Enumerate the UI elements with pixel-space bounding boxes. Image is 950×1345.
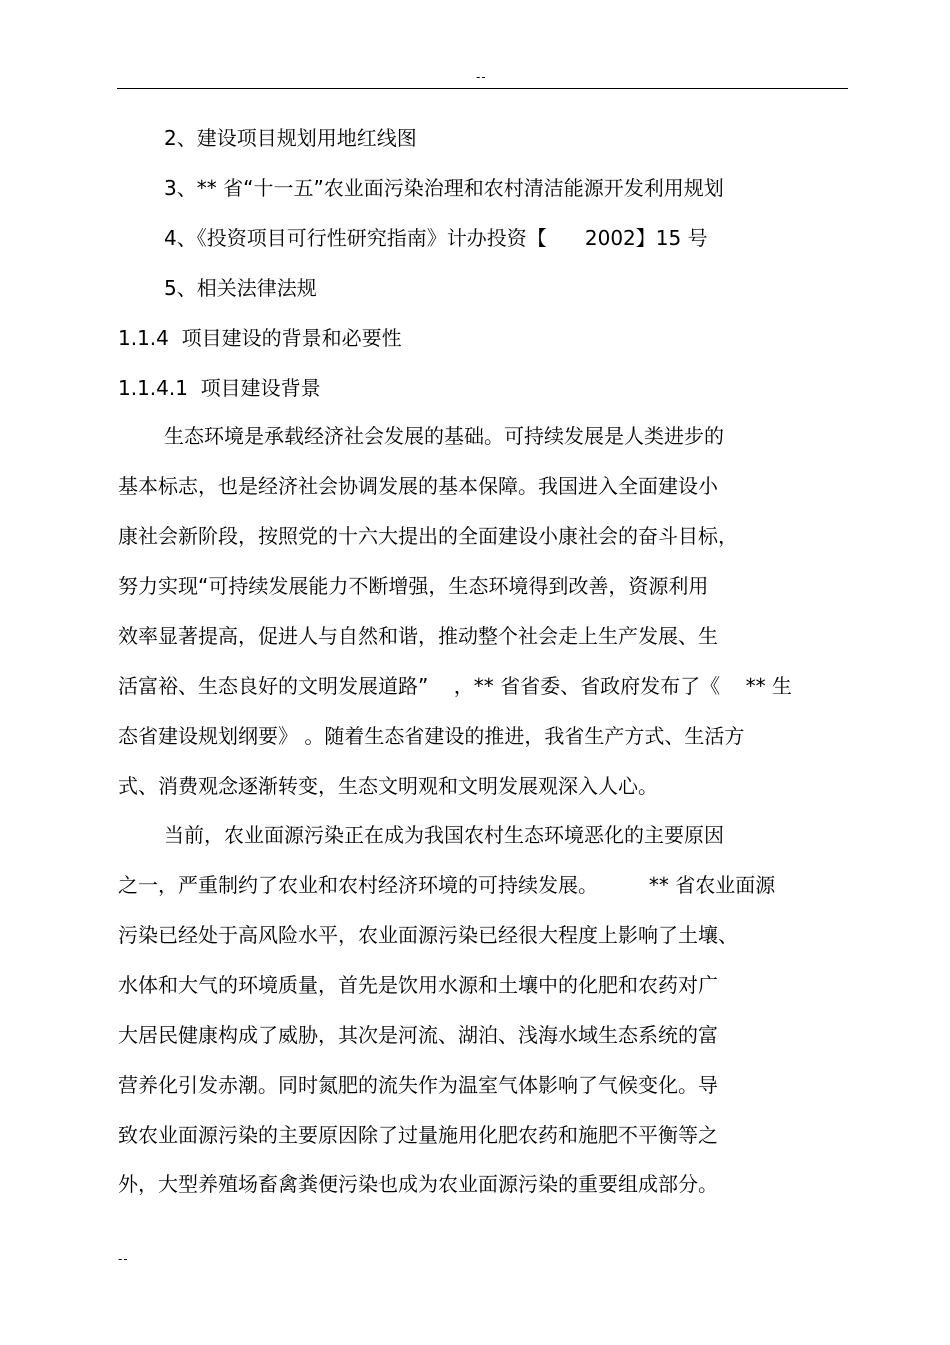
reference-item-4: 4、《投资项目可行性研究指南》计办投资【 2002】15 号	[164, 226, 708, 250]
reference-item-2: 2、建设项目规划用地红线图	[164, 126, 417, 150]
paragraph-1-line-4: 努力实现“可持续发展能力不断增强，生态环境得到改善，资源利用	[118, 574, 709, 598]
paragraph-1-line-8: 式、消费观念逐渐转变，生态文明观和文明发展观深入人心。	[118, 774, 658, 798]
paragraph-2-line-8: 外，大型养殖场畜禽粪便污染也成为农业面源污染的重要组成部分。	[118, 1172, 718, 1196]
page-header-mark: --	[476, 70, 487, 84]
section-heading: 1.1.4 项目建设的背景和必要性	[118, 326, 402, 350]
paragraph-2-line-2: 之一，严重制约了农业和农村经济环境的可持续发展。 ** 省农业面源	[118, 873, 776, 897]
paragraph-2-line-6: 营养化引发赤潮。同时氮肥的流失作为温室气体影响了气候变化。导	[118, 1073, 718, 1097]
page-footer-mark: --	[118, 1252, 129, 1266]
paragraph-2-line-1: 当前，农业面源污染正在成为我国农村生态环境恶化的主要原因	[164, 823, 724, 847]
reference-item-5: 5、相关法律法规	[164, 276, 317, 300]
paragraph-1-line-3: 康社会新阶段，按照党的十六大提出的全面建设小康社会的奋斗目标，	[118, 524, 738, 548]
reference-item-3: 3、** 省“十一五”农业面污染治理和农村清洁能源开发利用规划	[164, 176, 724, 200]
paragraph-1-line-5: 效率显著提高，促进人与自然和谐，推动整个社会走上生产发展、生	[118, 624, 718, 648]
paragraph-1-line-6: 活富裕、生态良好的文明发展道路” ，** 省省委、省政府发布了《 ** 生	[118, 674, 792, 698]
subsection-heading: 1.1.4.1 项目建设背景	[118, 376, 321, 400]
paragraph-2-line-5: 大居民健康构成了威胁，其次是河流、湖泊、浅海水域生态系统的富	[118, 1023, 718, 1047]
paragraph-2-line-7: 致农业面源污染的主要原因除了过量施用化肥农药和施肥不平衡等之	[118, 1123, 718, 1147]
paragraph-1-line-1: 生态环境是承载经济社会发展的基础。可持续发展是人类进步的	[164, 424, 724, 448]
paragraph-2-line-3: 污染已经处于高风险水平，农业面源污染已经很大程度上影响了土壤、	[118, 923, 738, 947]
paragraph-1-line-2: 基本标志，也是经济社会协调发展的基本保障。我国进入全面建设小	[118, 474, 718, 498]
header-rule	[117, 88, 848, 89]
paragraph-1-line-7: 态省建设规划纲要》 。随着生态省建设的推进，我省生产方式、生活方	[118, 724, 745, 748]
paragraph-2-line-4: 水体和大气的环境质量，首先是饮用水源和土壤中的化肥和农药对广	[118, 973, 718, 997]
